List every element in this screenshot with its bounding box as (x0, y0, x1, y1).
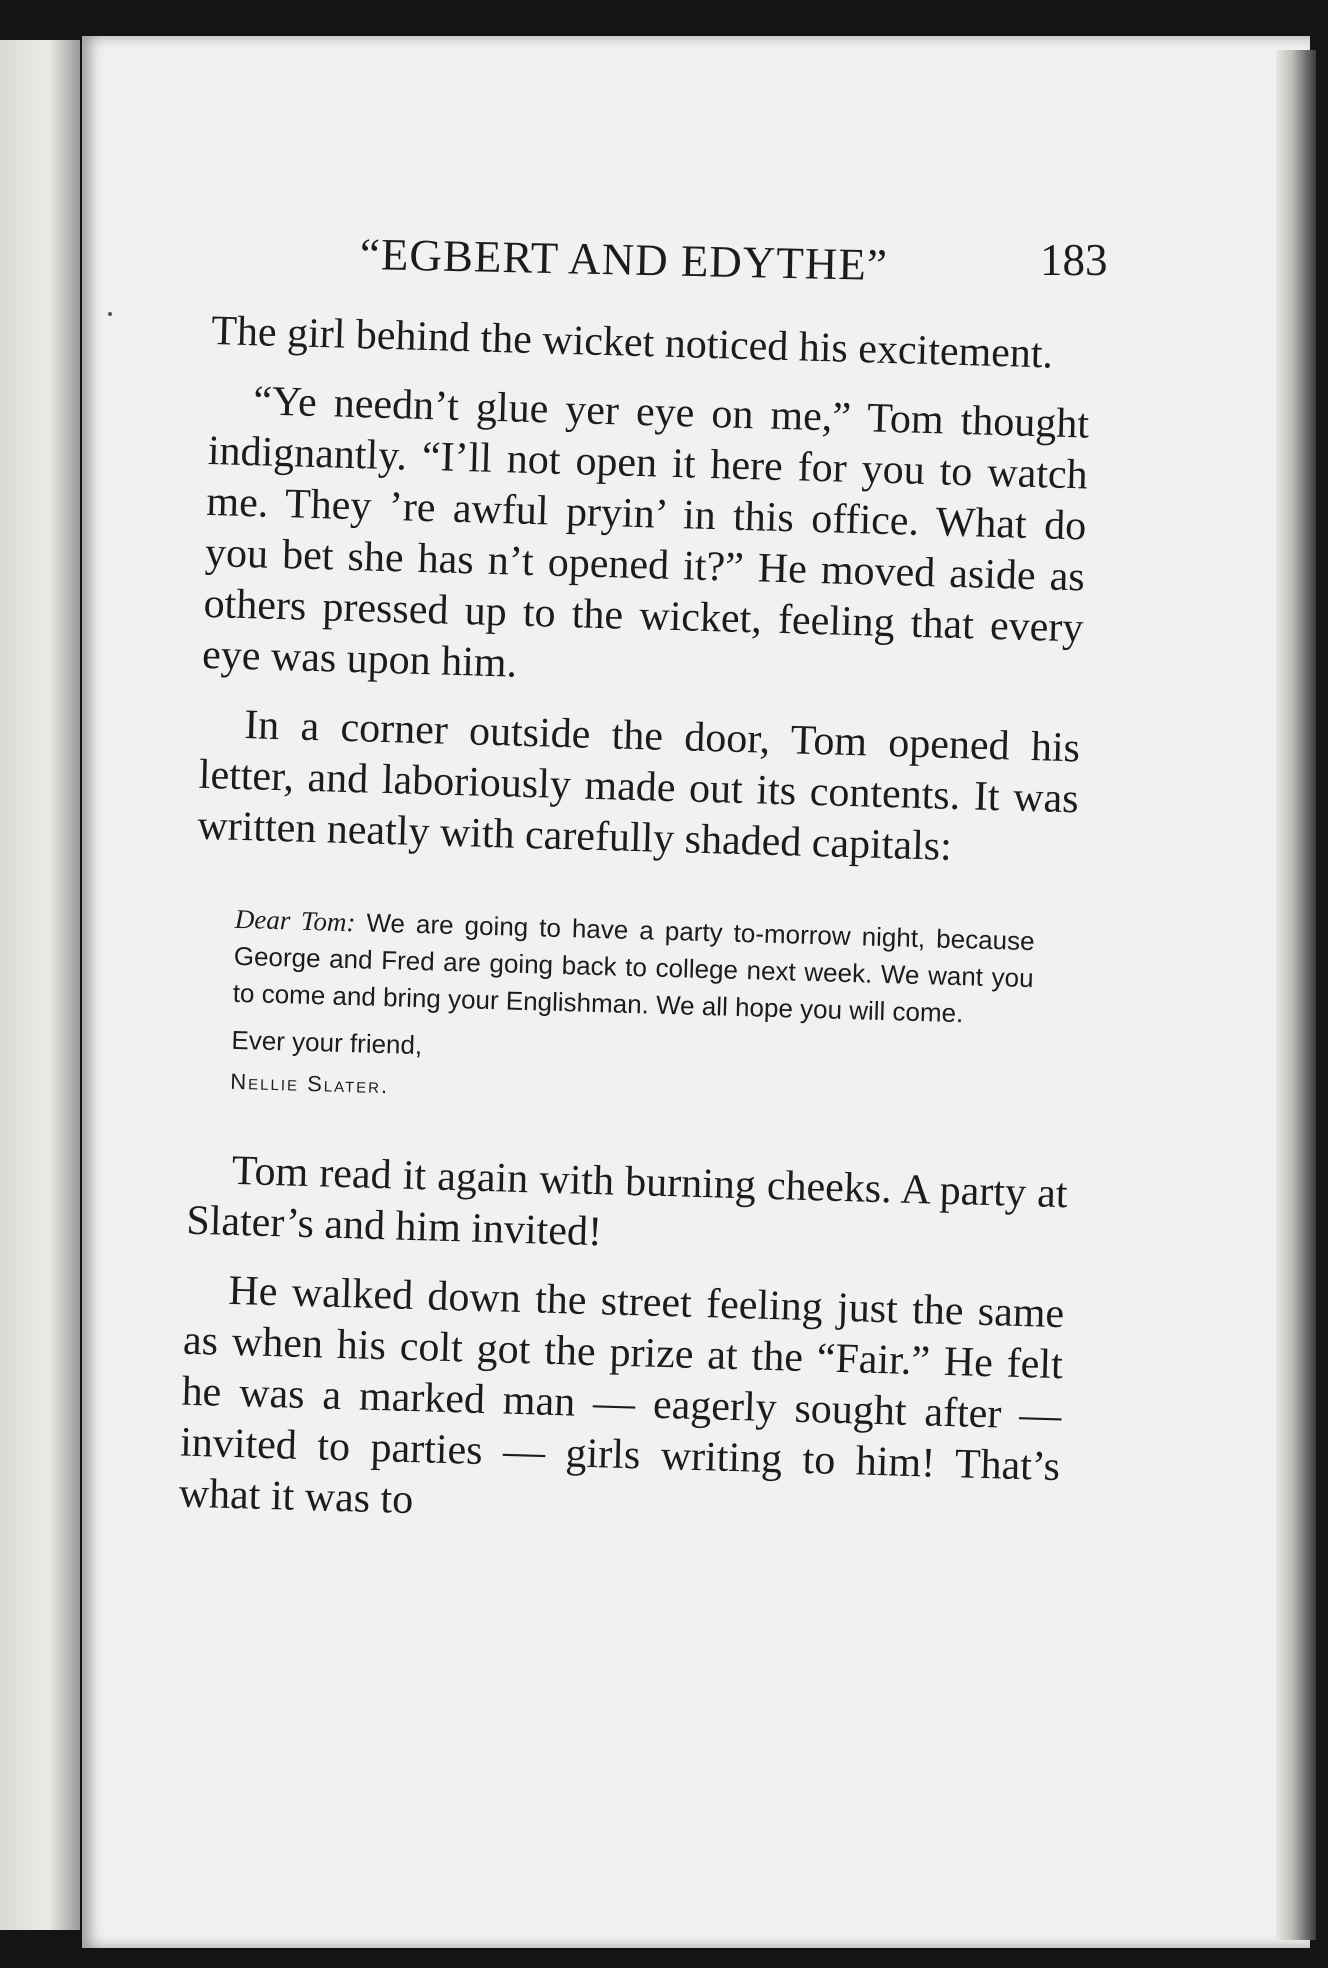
paragraph: “Ye needn’t glue yer eye on me,” Tom thought indignantly. “I’ll not open it here for you to watch me. They ’re awful pryin’ in this office. What do you bet she has n’t opened it?” He moved aside as others pressed up to the wicket, feeling that every eye was upon him. (201, 378, 1090, 687)
letter-closing: Ever your friend, (231, 1024, 423, 1061)
letter-salutation: Dear Tom: (234, 903, 356, 938)
paragraph: He walked down the street feeling just the same as when his colt got the prize at the “Fair.” He felt he was a marked man — eagerly sought after — invited to parties — girls writing to him! That’s what it was to (178, 1267, 1065, 1524)
body-text (178, 306, 1092, 1562)
ink-speck (108, 312, 112, 316)
page-number: 183 (1040, 235, 1108, 285)
letter-signature: Nellie Slater. (230, 1068, 390, 1099)
paragraph: Tom read it again with burning cheeks. A party at Slater’s and him invited! (185, 1147, 1069, 1256)
facing-page-edge (0, 40, 80, 1930)
paragraph: The girl behind the wicket noticed his excitement. (210, 307, 1054, 378)
letter-body: We are going to have a party to-morrow night, because George and Fred are going back to college next week. We want you to come and bring your Englishman. We all hope you will come. (232, 907, 1035, 1029)
page-header (359, 228, 1108, 298)
running-head: “EGBERT AND EDYTHE” (359, 229, 889, 291)
quoted-letter (230, 901, 1035, 1124)
page-fore-edge (1276, 50, 1316, 1940)
paragraph: In a corner outside the door, Tom opened his letter, and laboriously made out its contents. It was written neatly with carefully shaded capitals: (196, 702, 1081, 870)
